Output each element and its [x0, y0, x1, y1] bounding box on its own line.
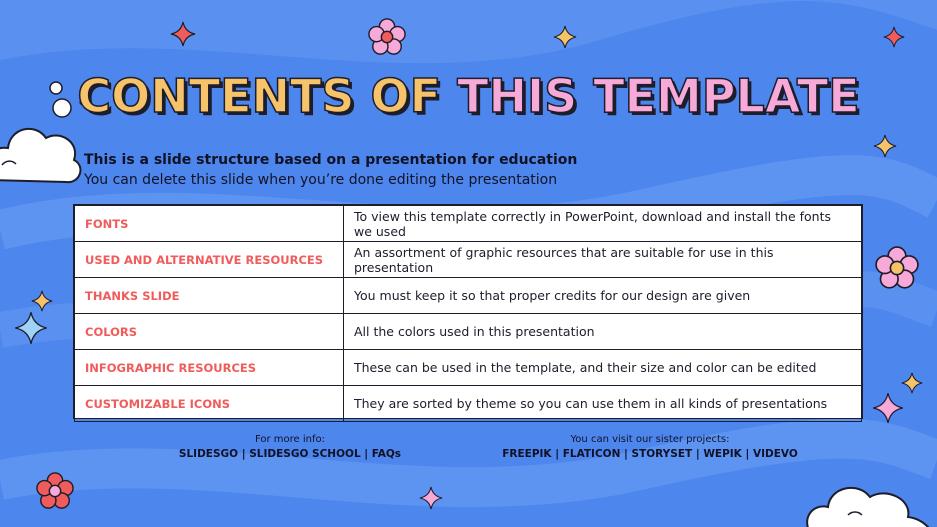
subtitle-line-2: You can delete this slide when you’re done editing the presentation [84, 172, 558, 188]
title-part-1: CONTENTS OF [77, 69, 442, 123]
table-row [75, 350, 862, 386]
row-text: These can be used in the template, and their size and color can be edited [344, 350, 862, 386]
cloud-icon [800, 475, 937, 527]
sparkle-icon [873, 134, 897, 158]
row-text: They are sorted by theme so you can use them in all kinds of presentations [344, 386, 862, 422]
table-row [75, 242, 862, 278]
row-text: To view this template correctly in PowerPoint, download and install the fonts we used [344, 206, 862, 242]
table-row [75, 386, 862, 422]
row-label: CUSTOMIZABLE ICONS [75, 386, 344, 422]
row-label: COLORS [75, 314, 344, 350]
row-text: You must keep it so that proper credits for our design are given [344, 278, 862, 314]
sparkle-icon [170, 21, 196, 47]
footer-sister-projects [490, 433, 810, 461]
subtitle-line-1: This is a slide structure based on a presentation for education [84, 152, 578, 168]
flower-icon [368, 18, 406, 56]
sparkle-icon [872, 392, 904, 424]
table-row [75, 206, 862, 242]
flower-icon [875, 246, 919, 290]
footer-info-heading: For more info: [254, 434, 325, 445]
contents-table [73, 204, 863, 419]
row-text: All the colors used in this presentation [344, 314, 862, 350]
subtitle [84, 150, 577, 190]
table-row [75, 314, 862, 350]
row-label: USED AND ALTERNATIVE RESOURCES [75, 242, 344, 278]
sparkle-icon [419, 486, 443, 510]
flower-icon [36, 472, 74, 510]
sparkle-icon [14, 311, 48, 345]
row-label: INFOGRAPHIC RESOURCES [75, 350, 344, 386]
sparkle-icon [883, 26, 905, 48]
footer-info [170, 433, 410, 461]
table-row [75, 278, 862, 314]
row-text: An assortment of graphic resources that are suitable for use in this presentation [344, 242, 862, 278]
row-label: FONTS [75, 206, 344, 242]
footer-sister-heading: You can visit our sister projects: [570, 434, 730, 445]
footer-sister-links[interactable]: FREEPIK | FLATICON | STORYSET | WEPIK | VIDEVO [502, 448, 798, 460]
row-label: THANKS SLIDE [75, 278, 344, 314]
footer-info-links[interactable]: SLIDESGO | SLIDESGO SCHOOL | FAQs [178, 448, 402, 460]
title-part-2: THIS TEMPLATE [457, 69, 860, 123]
sparkle-icon [31, 290, 53, 312]
sparkle-icon [901, 372, 923, 394]
sparkle-icon [553, 25, 577, 49]
page-title [0, 66, 937, 126]
